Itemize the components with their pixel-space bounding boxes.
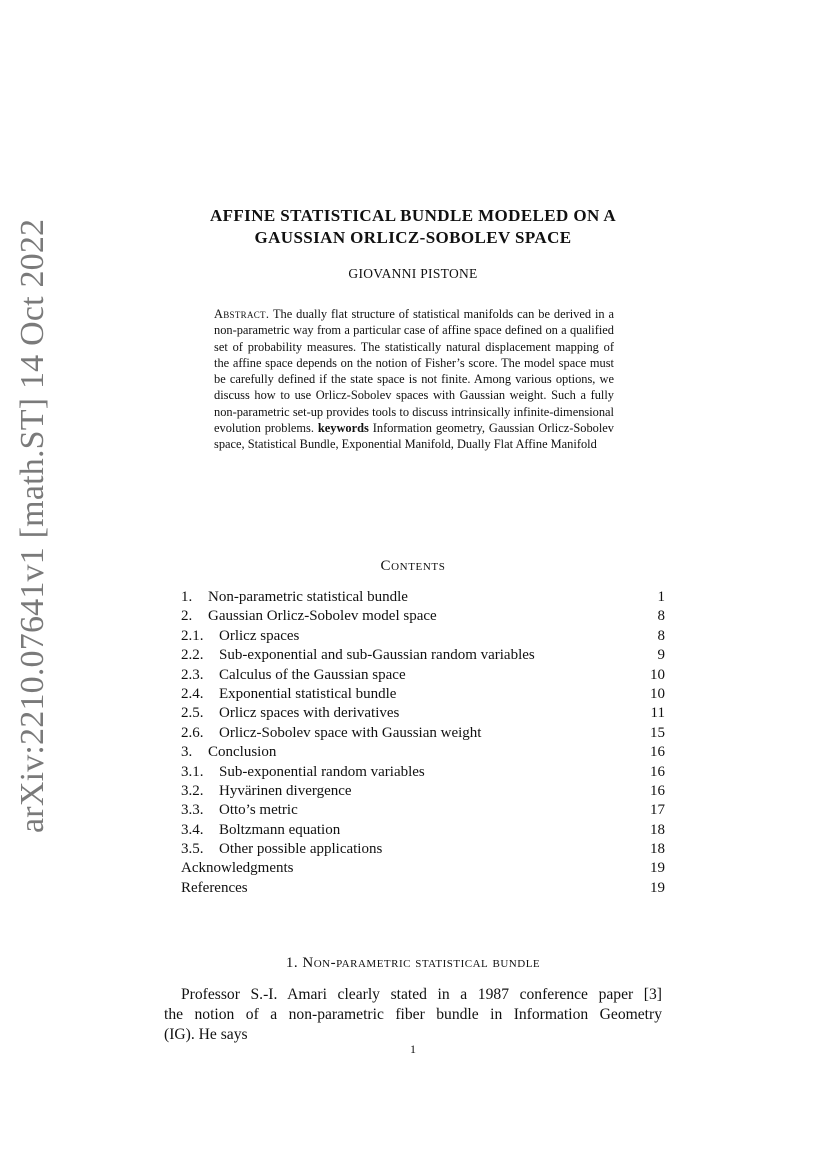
author-name: GIOVANNI PISTONE [348, 266, 478, 281]
toc-entry-number: 3. [181, 744, 193, 761]
contents-heading: Contents [380, 558, 446, 574]
toc-entry-page: 8 [657, 608, 665, 625]
toc-entry[interactable] [181, 782, 665, 801]
toc-entry-page: 16 [650, 763, 665, 780]
toc-entry-page: 10 [650, 685, 665, 702]
toc-entry[interactable] [181, 588, 665, 607]
title-line-2: GAUSSIAN ORLICZ-SOBOLEV SPACE [254, 228, 572, 247]
toc-entry-number: 2.6. [181, 724, 204, 741]
toc-entry[interactable] [181, 840, 665, 859]
toc-entry-label: Acknowledgments [181, 860, 294, 877]
toc-entry-label: Otto’s metric [219, 802, 298, 819]
toc-entry-page: 16 [650, 782, 665, 799]
abstract-text: The dually flat structure of statistical manifolds can be derived in a non-parametric way from a particular case of affine space defined on a qualified set of probability measures. The statistically natural displacement mapping of the affine space depends on the notion of Fisher’s score. The model space must be carefully defined if the state space is not finite. Among various options, we discuss how to use Orlicz-Sobolev spaces with Gaussian weight. Such a fully non-parametric set-up provides tools to discuss intrinsically infinite-dimensional evolution problems. [214, 307, 615, 436]
toc-entry-label: Conclusion [208, 744, 277, 761]
toc-entry[interactable] [181, 743, 665, 762]
section-1-body [164, 985, 662, 1045]
toc-entry-page: 19 [650, 860, 665, 877]
toc-entry-label: References [181, 879, 248, 896]
keywords-text: Information geometry, Gaussian Orlicz-Sobolev space, Statistical Bundle, Exponential Manifold, Dually Flat Affine Manifold [214, 421, 614, 452]
toc-entry-label: Hyvärinen divergence [219, 782, 352, 799]
toc-entry-page: 16 [650, 744, 665, 761]
body-line-2: the notion of a non-parametric fiber bundle in Information Geometry [164, 1006, 662, 1023]
toc-entry-label: Orlicz-Sobolev space with Gaussian weight [219, 724, 482, 741]
toc-entry-page: 18 [650, 841, 665, 858]
toc-entry-page: 8 [657, 627, 665, 644]
keywords-label: keywords [317, 421, 369, 436]
toc-entry[interactable] [181, 685, 665, 704]
title-line-1: AFFINE STATISTICAL BUNDLE MODELED ON A [209, 206, 617, 225]
arxiv-identifier-stamp: arXiv:2210.07641v1 [math.ST] 14 Oct 2022 [14, 218, 51, 833]
toc-entry-page: 9 [657, 647, 665, 664]
toc-entry[interactable] [181, 879, 665, 898]
toc-entry-number: 2.2. [181, 647, 204, 664]
toc-entry[interactable] [181, 666, 665, 685]
toc-entry-page: 1 [657, 589, 665, 605]
toc-entry-number: 2. [181, 608, 193, 625]
abstract [214, 306, 614, 453]
toc-entry-number: 2.4. [181, 685, 204, 702]
toc-entry-number: 3.4. [181, 821, 204, 838]
toc-entry[interactable] [181, 801, 665, 820]
page-number: 1 [410, 1042, 416, 1056]
table-of-contents [181, 588, 665, 898]
section-1-heading: 1. Non-parametric statistical bundle [285, 955, 541, 971]
paper-title [140, 205, 686, 249]
toc-entry-page: 19 [650, 879, 665, 896]
toc-entry[interactable] [181, 821, 665, 840]
toc-entry-page: 11 [650, 705, 665, 722]
abstract-label: Abstract. [214, 307, 270, 321]
toc-entry[interactable] [181, 859, 665, 878]
toc-entry[interactable] [181, 724, 665, 743]
toc-entry-page: 15 [650, 724, 665, 741]
toc-entry-number: 3.1. [181, 763, 204, 780]
toc-entry-label: Gaussian Orlicz-Sobolev model space [208, 608, 437, 625]
toc-entry-label: Orlicz spaces with derivatives [219, 705, 400, 722]
toc-entry-page: 18 [650, 821, 665, 838]
toc-entry-number: 1. [181, 589, 193, 605]
toc-entry[interactable] [181, 646, 665, 665]
toc-entry-page: 17 [650, 802, 665, 819]
body-line-1: Professor S.-I. Amari clearly stated in a 1987 conference paper [3] [181, 986, 662, 1003]
toc-entry[interactable] [181, 763, 665, 782]
toc-entry-label: Exponential statistical bundle [219, 685, 397, 702]
toc-entry-number: 2.5. [181, 705, 204, 722]
toc-entry-number: 3.3. [181, 802, 204, 819]
toc-entry-label: Calculus of the Gaussian space [219, 666, 406, 683]
toc-entry-number: 3.5. [181, 841, 204, 858]
toc-entry-number: 2.1. [181, 627, 204, 644]
toc-entry-label: Boltzmann equation [219, 821, 341, 838]
toc-entry-label: Orlicz spaces [219, 627, 300, 644]
toc-entry[interactable] [181, 704, 665, 723]
body-line-3: (IG). He says [164, 1026, 248, 1043]
toc-entry-label: Sub-exponential and sub-Gaussian random variables [219, 647, 535, 664]
toc-entry-number: 3.2. [181, 782, 204, 799]
toc-entry-label: Other possible applications [219, 841, 383, 858]
toc-entry-label: Non-parametric statistical bundle [208, 589, 408, 605]
toc-entry[interactable] [181, 627, 665, 646]
toc-entry[interactable] [181, 607, 665, 626]
toc-entry-label: Sub-exponential random variables [219, 763, 425, 780]
toc-entry-page: 10 [650, 666, 665, 683]
toc-entry-number: 2.3. [181, 666, 204, 683]
